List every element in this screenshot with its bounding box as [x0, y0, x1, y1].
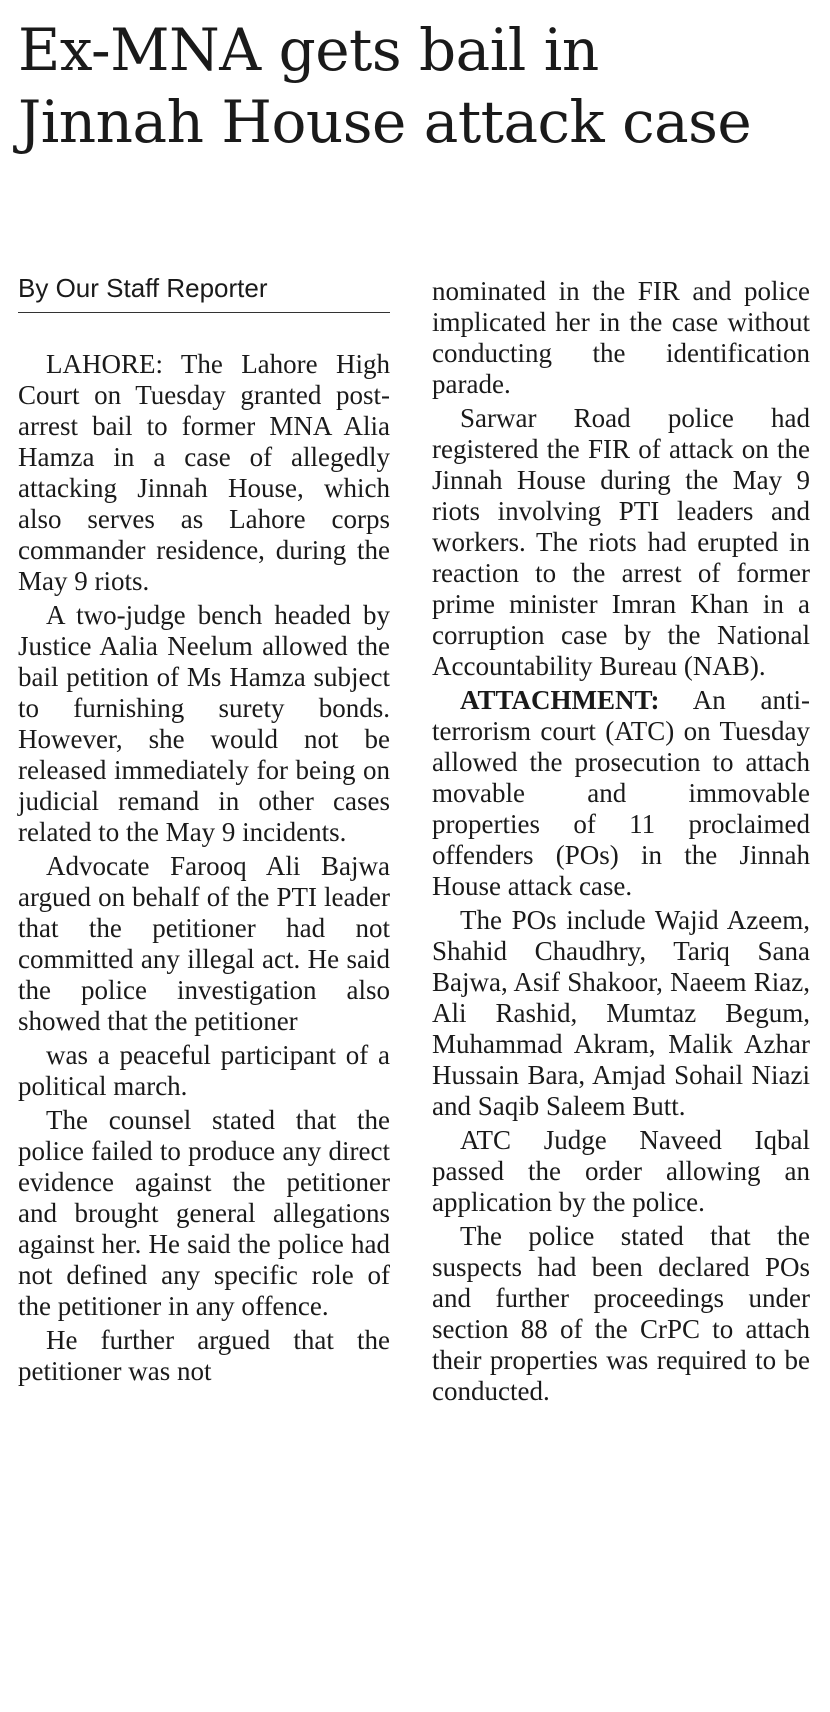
paragraph: A two-judge bench headed by Justice Aalia Neelum allowed the bail petition of Ms Hamza subject to furnishing surety bonds. However, she would not be released immediately for being on judicial remand in other cases related to the May 9 incidents. [18, 600, 390, 847]
paragraph: The POs include Wajid Azeem, Shahid Chaudhry, Tariq Sana Bajwa, Asif Shakoor, Naeem Riaz, Ali Rashid, Mumtaz Begum, Muhammad Akram, Malik Azhar Hussain Bara, Amjad Sohail Niazi and Saqib Saleem Butt. [432, 905, 810, 1121]
paragraph: ATC Judge Naveed Iqbal passed the order allowing an application by the police. [432, 1125, 810, 1217]
article-column-left [18, 270, 390, 1390]
attachment-paragraph [432, 685, 810, 902]
paragraph: Sarwar Road police had registered the FIR of attack on the Jinnah House during the May 9 riots involving PTI leaders and workers. The riots had erupted in reaction to the arrest of former prime minister Imran Khan in a corruption case by the National Accountability Bureau (NAB). [432, 403, 810, 681]
paragraph-continued: nominated in the FIR and police implicated her in the case without conducting the identification parade. [432, 276, 810, 399]
paragraph: Advocate Farooq Ali Bajwa argued on behalf of the PTI leader that the petitioner had not committed any illegal act. He said the police investigation also showed that the petitioner [18, 851, 390, 1036]
attachment-text: anti-terrorism court (ATC) on Tuesday allowed the prosecution to attach movable and immovable properties of 11 proclaimed offenders (POs) in the Jinnah House attack case. [432, 685, 810, 901]
paragraph: LAHORE: The Lahore High Court on Tuesday granted post-arrest bail to former MNA Alia Hamza in a case of allegedly attacking Jinnah House, which also serves as Lahore corps commander residence, during the May 9 riots. [18, 349, 390, 596]
headline: Ex-MNA gets bail in Jinnah House attack case [18, 16, 752, 156]
byline: By Our Staff Reporter [18, 270, 390, 313]
article-column-right [432, 276, 810, 1410]
attachment-subhead: ATTACHMENT: [460, 685, 660, 715]
attachment-lead: An [692, 685, 726, 715]
paragraph: He further argued that the petitioner was not [18, 1325, 390, 1386]
paragraph: The counsel stated that the police failed to produce any direct evidence against the petitioner and brought general allegations against her. He said the police had not defined any specific role of the petitioner in any offence. [18, 1105, 390, 1321]
paragraph-continued: was a peaceful participant of a political march. [18, 1040, 390, 1101]
paragraph: The police stated that the suspects had been declared POs and further proceedings under section 88 of the CrPC to attach their properties was required to be conducted. [432, 1221, 810, 1406]
